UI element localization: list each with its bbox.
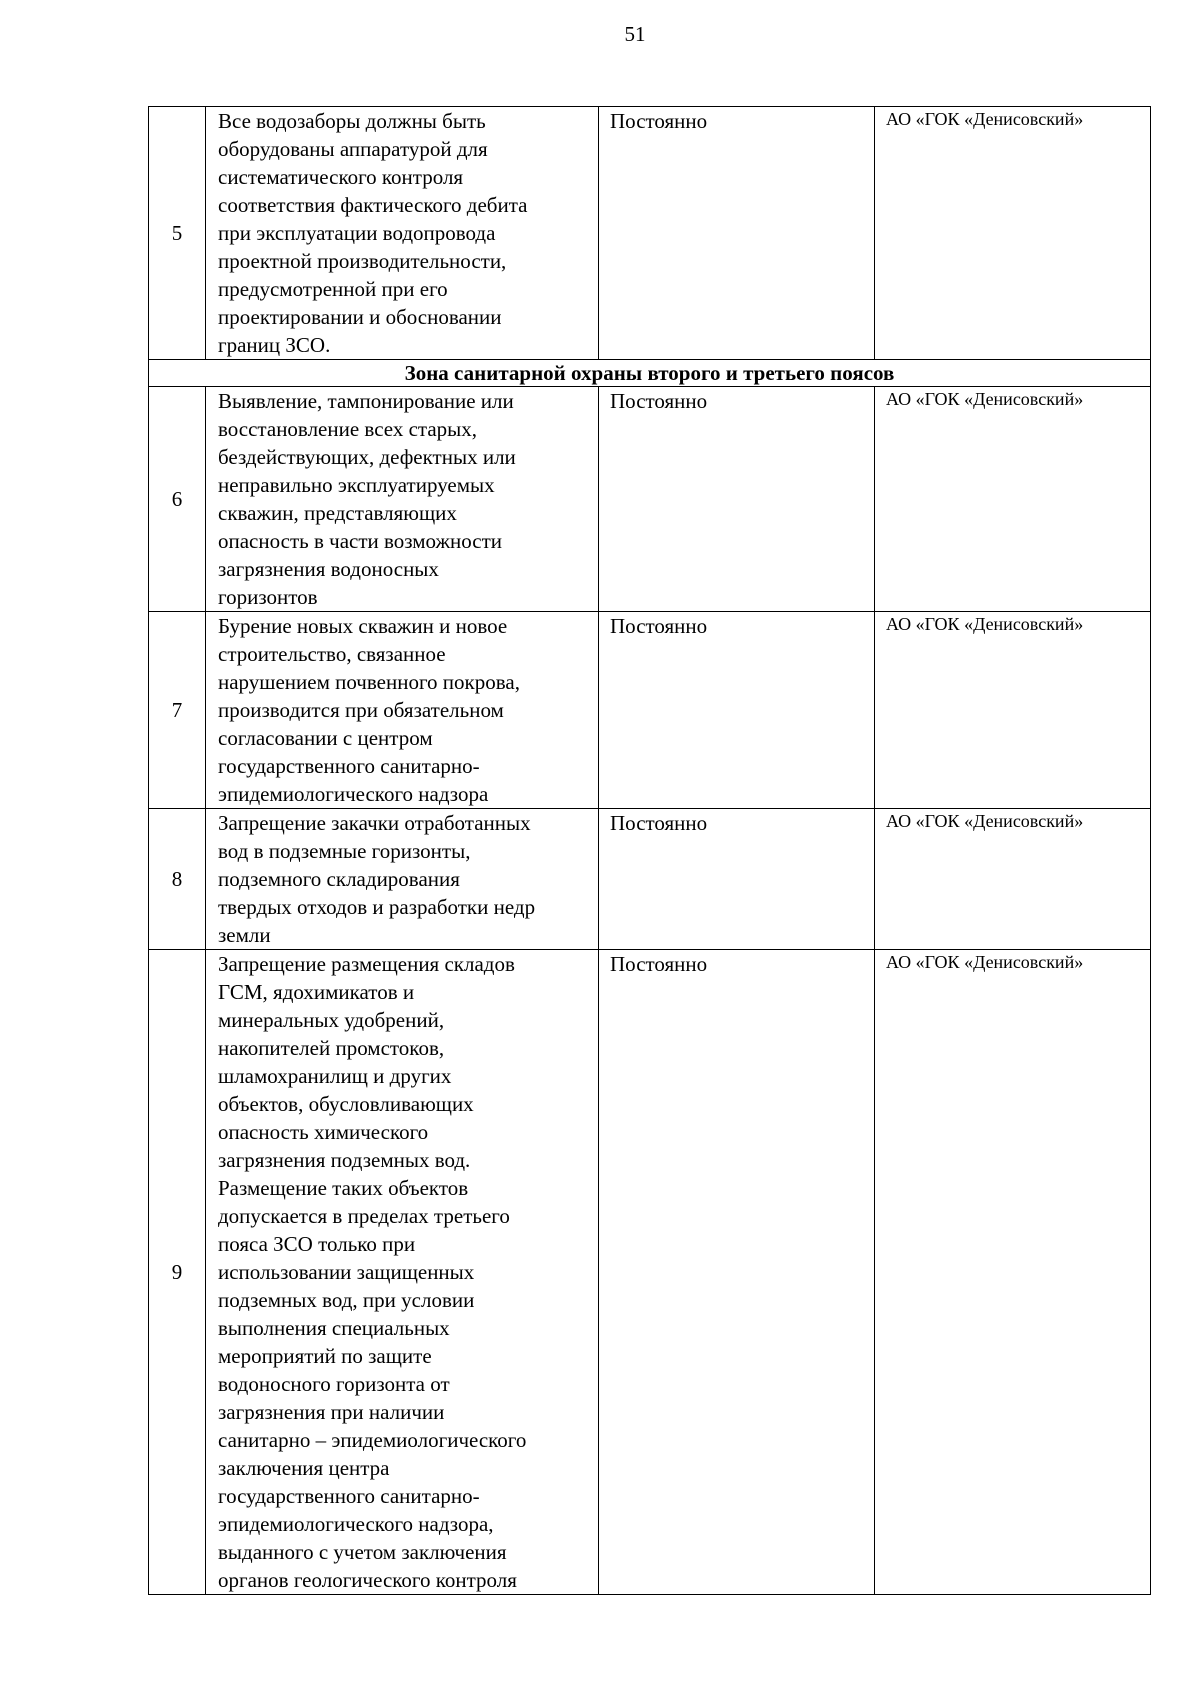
row-number: 9	[149, 950, 206, 1595]
responsible-text: АО «ГОК «Денисовский»	[875, 809, 1151, 950]
term-text: Постоянно	[599, 950, 875, 1595]
measure-text: Бурение новых скважин и новое строительство, связанное нарушением почвенного покрова, производится при обязательном согласовании с центром государственного санитарно- эпидемиологического надзора	[206, 612, 599, 809]
row-number: 8	[149, 809, 206, 950]
term-text: Постоянно	[599, 809, 875, 950]
table-row	[149, 107, 1151, 360]
table-row	[149, 950, 1151, 1595]
table-row	[149, 612, 1151, 809]
term-text: Постоянно	[599, 612, 875, 809]
measures-table	[148, 106, 1151, 1595]
page-number: 51	[624, 22, 646, 46]
row-number: 7	[149, 612, 206, 809]
term-text: Постоянно	[599, 107, 875, 360]
table-row	[149, 809, 1151, 950]
measure-text: Выявление, тампонирование или восстановление всех старых, бездействующих, дефектных или неправильно эксплуатируемых скважин, представляющих опасность в части возможности загрязнения водоносных горизонтов	[206, 387, 599, 612]
row-number: 5	[149, 107, 206, 360]
responsible-text: АО «ГОК «Денисовский»	[875, 950, 1151, 1595]
table-row	[149, 387, 1151, 612]
measure-text: Запрещение закачки отработанных вод в подземные горизонты, подземного складирования твердых отходов и разработки недр земли	[206, 809, 599, 950]
row-number: 6	[149, 387, 206, 612]
responsible-text: АО «ГОК «Денисовский»	[875, 387, 1151, 612]
measure-text: Запрещение размещения складов ГСМ, ядохимикатов и минеральных удобрений, накопителей промстоков, шламохранилищ и других объектов, обусловливающих опасность химического загрязнения подземных вод. Размещение таких объектов допускается в пределах третьего пояса ЗСО только при использовании защищенных подземных вод, при условии выполнения специальных мероприятий по защите водоносного горизонта от загрязнения при наличии санитарно – эпидемиологического заключения центра государственного санитарно- эпидемиологического надзора, выданного с учетом заключения органов геологического контроля	[206, 950, 599, 1595]
responsible-text: АО «ГОК «Денисовский»	[875, 107, 1151, 360]
measure-text: Все водозаборы должны быть оборудованы аппаратурой для систематического контроля соответствия фактического дебита при эксплуатации водопровода проектной производительности, предусмотренной при его проектировании и обосновании границ ЗСО.	[206, 107, 599, 360]
section-title: Зона санитарной охраны второго и третьего поясов	[149, 360, 1151, 387]
responsible-text: АО «ГОК «Денисовский»	[875, 612, 1151, 809]
term-text: Постоянно	[599, 387, 875, 612]
section-header-row	[149, 360, 1151, 387]
